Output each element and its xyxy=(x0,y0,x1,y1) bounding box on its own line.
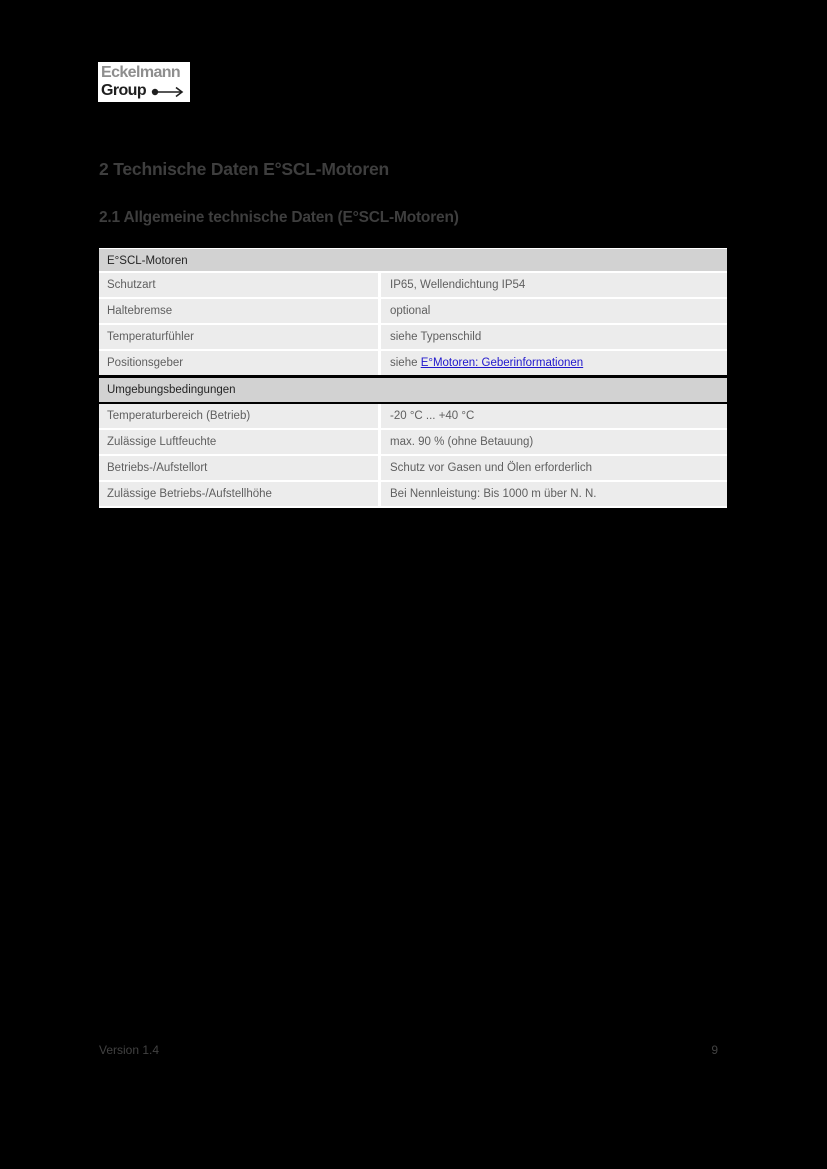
row-value: siehe Typenschild xyxy=(378,325,727,349)
row-value: max. 90 % (ohne Betauung) xyxy=(378,430,727,454)
row-value: Bei Nennleistung: Bis 1000 m über N. N. xyxy=(378,482,727,506)
row-label: Zulässige Luftfeuchte xyxy=(99,430,378,454)
row-label: Schutzart xyxy=(99,273,378,297)
row-label: Temperaturbereich (Betrieb) xyxy=(99,404,378,428)
row-label: Zulässige Betriebs-/Aufstellhöhe xyxy=(99,482,378,506)
row-value: siehe E°Motoren: Geberinformationen xyxy=(378,351,727,375)
row-label: Positionsgeber xyxy=(99,351,378,375)
logo-text-eckelmann: Eckelmann xyxy=(101,64,181,81)
table-section xyxy=(99,378,727,506)
table-row xyxy=(99,404,727,428)
table-row xyxy=(99,273,727,297)
row-label: Betriebs-/Aufstellort xyxy=(99,456,378,480)
table-section xyxy=(99,249,727,375)
chapter-title: 2 Technische Daten E°SCL-Motoren xyxy=(99,159,390,179)
dot-arrow-right-icon xyxy=(151,86,185,98)
logo-text-group: Group xyxy=(101,82,146,99)
table-row xyxy=(99,323,727,349)
page-footer xyxy=(99,1043,718,1057)
eckelmann-group-logo xyxy=(98,62,190,102)
row-label: Haltebremse xyxy=(99,299,378,323)
technical-data-table xyxy=(99,248,727,508)
row-label: Temperaturfühler xyxy=(99,325,378,349)
geberinformationen-link[interactable]: E°Motoren: Geberinformationen xyxy=(420,357,584,369)
table-section-header: E°SCL-Motoren xyxy=(99,249,727,273)
row-value: IP65, Wellendichtung IP54 xyxy=(378,273,727,297)
table-row xyxy=(99,428,727,454)
table-row xyxy=(99,349,727,375)
subsection-title: 2.1 Allgemeine technische Daten (E°SCL-Motoren) xyxy=(99,209,459,226)
footer-page-number: 9 xyxy=(711,1043,718,1057)
row-value: optional xyxy=(378,299,727,323)
table-row xyxy=(99,297,727,323)
table-row xyxy=(99,480,727,506)
footer-version: Version 1.4 xyxy=(99,1043,160,1057)
row-value: Schutz vor Gasen und Ölen erforderlich xyxy=(378,456,727,480)
table-section-header: Umgebungsbedingungen xyxy=(99,378,727,402)
table-row xyxy=(99,454,727,480)
row-value: -20 °C ... +40 °C xyxy=(378,404,727,428)
